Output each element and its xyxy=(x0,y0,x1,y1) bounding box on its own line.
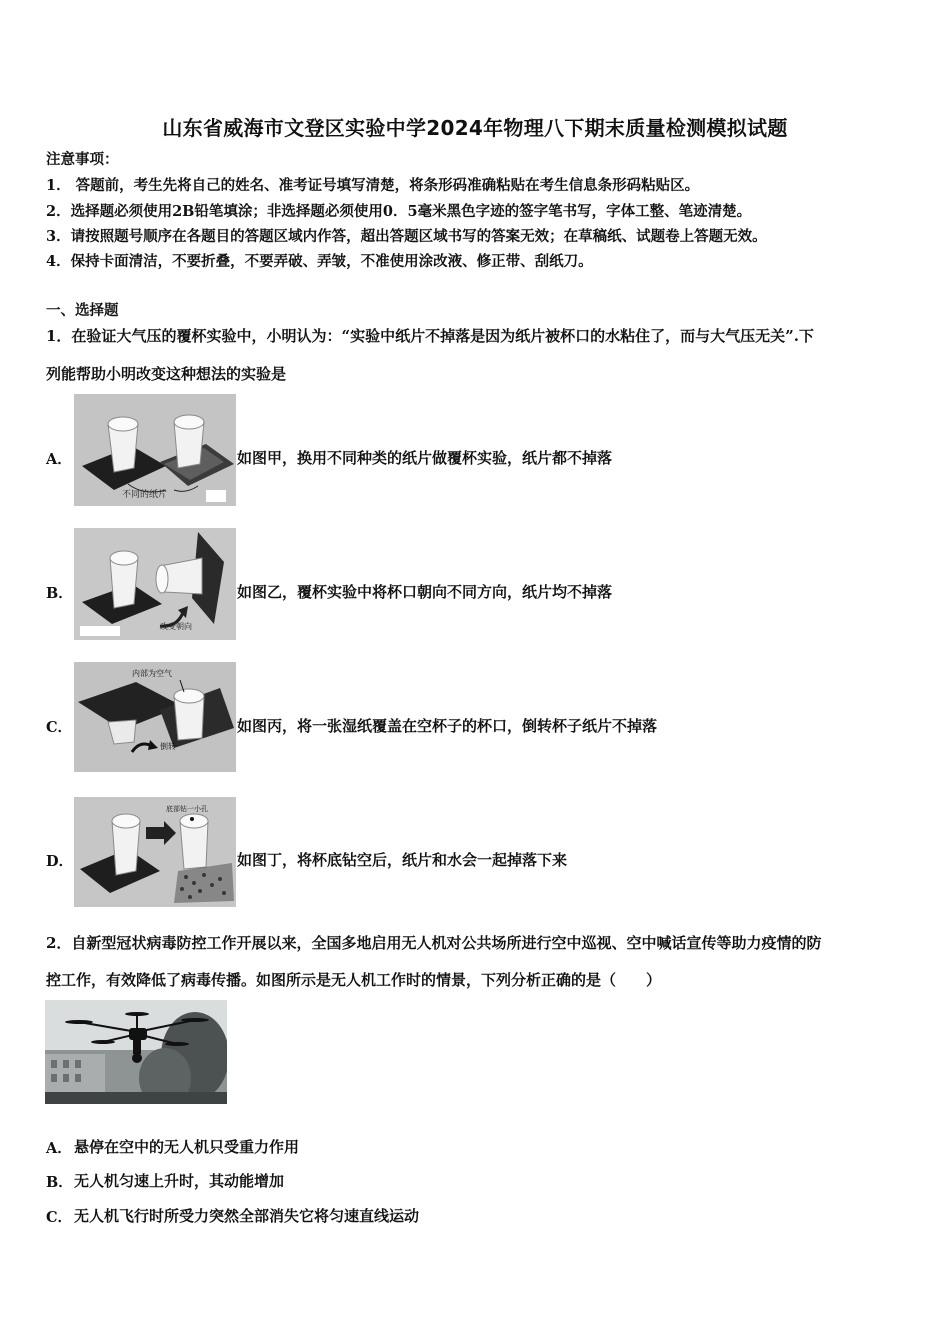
figure-a-label: 不同的纸片 xyxy=(122,490,168,500)
option-letter: A． xyxy=(46,1140,72,1157)
figure-b-cups-orientation xyxy=(74,528,236,640)
option-letter: A． xyxy=(46,451,72,468)
question-2-stem: 2．自新型冠状病毒防控工作开展以来，全国多地启用无人机对公共场所进行空中巡视、空中喊话宣传等助力疫情的防 xyxy=(46,934,822,952)
option-letter: D． xyxy=(46,853,74,870)
notice-item: 2．选择题必须使用2B铅笔填涂；非选择题必须使用0．5毫米黑色字迹的签字笔书写，字体工整、笔迹清楚。 xyxy=(46,203,752,220)
option-letter: C． xyxy=(46,1209,73,1226)
figure-d-cup-hole xyxy=(74,797,236,907)
option-b-text: 如图乙，覆杯实验中将杯口朝向不同方向，纸片均不掉落 xyxy=(237,583,613,601)
notice-item: 1． 答题前，考生先将自己的姓名、准考证号填写清楚，将条形码准确粘贴在考生信息条形码粘贴区。 xyxy=(46,177,700,194)
q2-option-a-text: 悬停在空中的无人机只受重力作用 xyxy=(74,1138,300,1156)
question-1-stem-cont: 列能帮助小明改变这种想法的实验是 xyxy=(46,365,287,383)
option-c-text: 如图丙，将一张湿纸覆盖在空杯子的杯口，倒转杯子纸片不掉落 xyxy=(237,717,658,735)
option-letter: B． xyxy=(46,1174,73,1191)
notice-heading: 注意事项： xyxy=(46,151,119,168)
notice-item: 4．保持卡面清洁，不要折叠，不要弄破、弄皱，不准使用涂改液、修正带、刮纸刀。 xyxy=(46,253,593,270)
figure-drone-photo xyxy=(45,1000,227,1104)
option-letter: B． xyxy=(46,585,73,602)
figure-c-label-flip: 倒转 xyxy=(160,742,176,751)
q2-option-c-text: 无人机飞行时所受力突然全部消失它将匀速直线运动 xyxy=(74,1207,420,1225)
option-letter: C． xyxy=(46,719,73,736)
q2-option-b-text: 无人机匀速上升时，其动能增加 xyxy=(74,1172,285,1190)
figure-b-label: 改变朝向 xyxy=(160,622,192,631)
question-2-stem-cont: 控工作，有效降低了病毒传播。如图所示是无人机工作时的情景，下列分析正确的是（ ） xyxy=(46,971,662,989)
notice-item: 3．请按照题号顺序在各题目的答题区域内作答，超出答题区域书写的答案无效；在草稿纸、试题卷上答题无效。 xyxy=(46,228,767,245)
figure-d-label: 底部钻一小孔 xyxy=(166,805,208,813)
option-a-text: 如图甲，换用不同种类的纸片做覆杯实验，纸片都不掉落 xyxy=(237,449,613,467)
page-title: 山东省威海市文登区实验中学2024年物理八下期末质量检测模拟试题 xyxy=(162,116,788,140)
section-heading: 一、选择题 xyxy=(46,302,119,319)
option-d-text: 如图丁，将杯底钻空后，纸片和水会一起掉落下来 xyxy=(237,851,568,869)
figure-c-label-air: 内部为空气 xyxy=(132,669,172,678)
question-1-stem: 1．在验证大气压的覆杯实验中，小明认为：“实验中纸片不掉落是因为纸片被杯口的水粘住了，而与大气压无关”.下 xyxy=(46,327,814,345)
